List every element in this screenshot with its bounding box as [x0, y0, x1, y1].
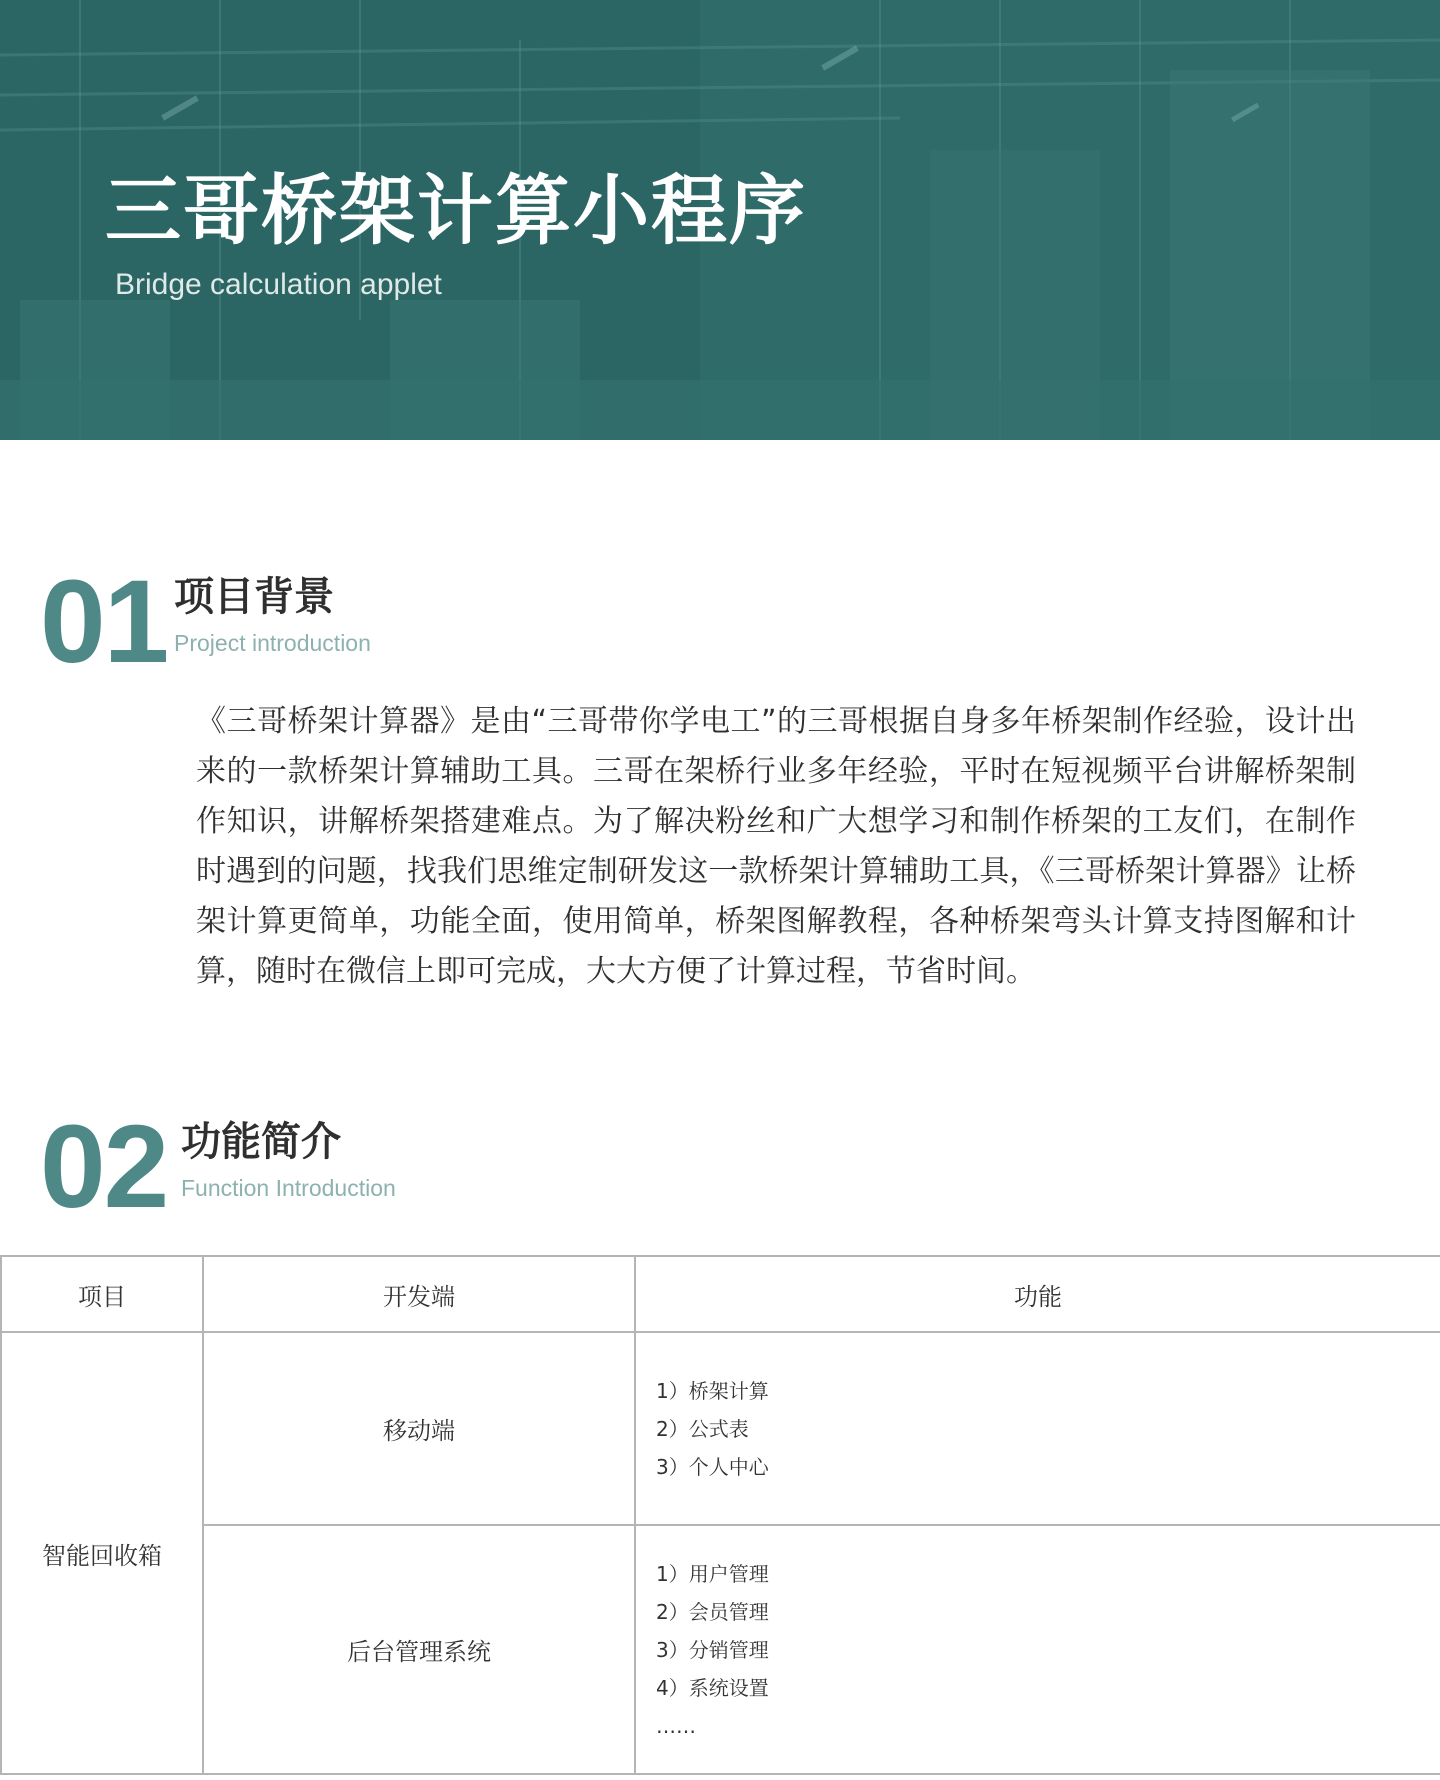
platform-cell-admin: 后台管理系统: [203, 1525, 635, 1774]
section-2-title: 功能简介: [181, 1119, 341, 1165]
project-introduction-text: 《三哥桥架计算器》是由“三哥带你学电工”的三哥根据自身多年桥架制作经验，设计出来的一款桥架计算辅助工具。三哥在架桥行业多年经验，平时在短视频平台讲解桥架制作知识，讲解桥架搭建难点。为了解决粉丝和广大想学习和制作桥架的工友们，在制作时遇到的问题，找我们思维定制研发这一款桥架计算辅助工具，《三哥桥架计算器》让桥架计算更简单，功能全面，使用简单，桥架图解教程，各种桥架弯头计算支持图解和计算，随时在微信上即可完成，大大方便了计算过程，节省时间。: [196, 704, 1356, 989]
function-item: 4）系统设置: [656, 1675, 769, 1700]
function-item: 2）公式表: [656, 1416, 749, 1441]
page-title: 三哥桥架计算小程序: [105, 166, 807, 255]
function-item: ……: [656, 1713, 696, 1738]
column-header-functions: 功能: [635, 1256, 1440, 1332]
column-header-project: 项目: [1, 1256, 203, 1332]
project-name-cell: 智能回收箱: [1, 1332, 203, 1774]
function-item: 3）分销管理: [656, 1637, 769, 1662]
section-1-subtitle: Project introduction: [174, 630, 371, 656]
section-2-subtitle: Function Introduction: [181, 1175, 396, 1201]
table-row: [1, 1332, 1440, 1525]
function-table: [0, 1255, 1440, 1775]
platform-cell-mobile: 移动端: [203, 1332, 635, 1525]
page-subtitle: Bridge calculation applet: [115, 268, 442, 301]
function-item: 3）个人中心: [656, 1454, 769, 1479]
section-2-number: 02: [40, 1101, 168, 1233]
table-header-row: [1, 1256, 1440, 1332]
functions-cell-admin: [635, 1525, 1440, 1774]
functions-cell-mobile: [635, 1332, 1440, 1525]
function-item: 1）桥架计算: [656, 1378, 769, 1403]
function-item: 2）会员管理: [656, 1599, 769, 1624]
function-item: 1）用户管理: [656, 1561, 769, 1586]
section-1-number: 01: [40, 556, 168, 688]
column-header-platform: 开发端: [203, 1256, 635, 1332]
section-1-title: 项目背景: [174, 574, 334, 620]
table-row: [1, 1525, 1440, 1774]
hero-banner: [0, 0, 1440, 440]
